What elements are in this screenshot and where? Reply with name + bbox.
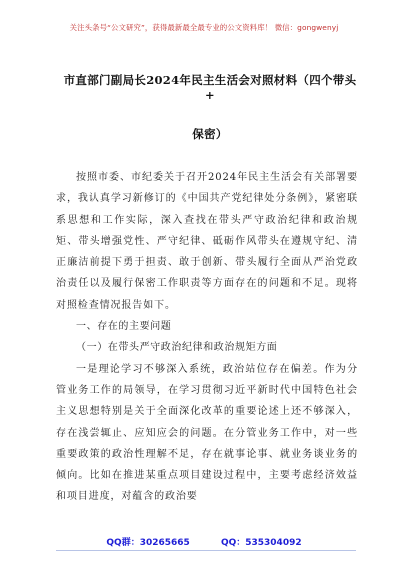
intro-paragraph: 按照市委、市纪委关于召开2024年民主生活会有关部署要求，我认真学习新修订的《中国共产党纪律处分条例》，紧密联系思想和工作实际，深入查找在带头严守政治纪律和政治规矩、带头增强党性、严守纪律、砥砺作风带头在遵规守纪、清正廉洁前提下勇于担责、敢于创新、带头履行全面从严治党政治责任以及履行保密工作职责等方面存在的问题和不足。现将对照检查情况报告如下。: [56, 172, 358, 311]
footer-divider: [56, 550, 356, 551]
header-banner: 关注头条号“公文研究”，获得最新最全最专业的公文资料库！ 微信：gongwenyj: [69, 23, 339, 32]
document-title-line-2: 保密）: [192, 127, 228, 141]
footer-contacts: [0, 535, 408, 548]
footer-qq-number: QQ：535304092: [220, 538, 302, 548]
document-body: [56, 167, 358, 508]
subsection-heading: （一）在带头严守政治纪律和政治规矩方面: [76, 342, 278, 354]
section-heading: 一、存在的主要问题: [76, 321, 172, 333]
body-paragraph: 一是理论学习不够深入系统，政治站位存在偏差。作为分管业务工作的局领导，在学习贯彻习近平新时代中国特色社会主义思想特别是关于全面深化改革的重要论述上还不够深入，存在浅尝辄止、应知应会的问题。在分管业务工作中，对一些重要政策的政治性理解不足，存在就事论事、就业务谈业务的倾向。比如在推进某重点项目建设过程中，主要考虑经济效益和项目进度，对蕴含的政治要: [56, 363, 358, 503]
footer-qq-group: QQ群：30265665: [106, 538, 190, 548]
document-title-line-1: 市直部门副局长2024年民主生活会对照材料（四个带头+: [63, 73, 357, 102]
